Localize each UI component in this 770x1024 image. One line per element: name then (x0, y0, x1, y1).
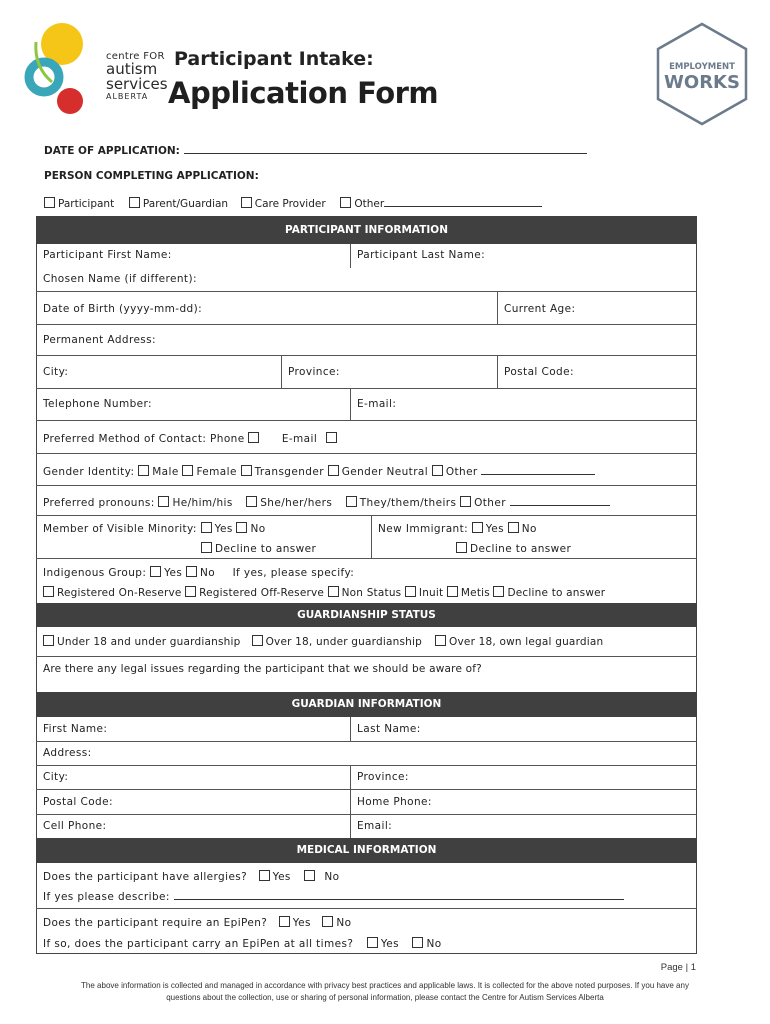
date-of-application-label: DATE OF APPLICATION: (44, 145, 180, 157)
divider (350, 765, 351, 838)
pronoun-other-checkbox[interactable] (460, 496, 471, 507)
indigenous-no-checkbox[interactable] (186, 566, 197, 577)
immigrant-decline-checkbox[interactable] (456, 542, 467, 553)
email-label: E-mail: (357, 398, 397, 410)
pronouns-row (43, 495, 610, 509)
indigenous-options-row (43, 586, 605, 599)
page-number: Page | 1 (660, 962, 696, 973)
rule (36, 515, 697, 516)
date-of-application-field[interactable] (184, 143, 587, 154)
pronoun-he-label: He/him/his (172, 497, 233, 509)
rule (36, 355, 697, 356)
indigenous-decline-checkbox[interactable] (493, 586, 504, 597)
contact-email-checkbox[interactable] (326, 432, 337, 443)
gender-other-field[interactable] (481, 464, 595, 475)
gender-neutral-label: Gender Neutral (341, 466, 429, 478)
rule (36, 388, 697, 389)
pronoun-she-label: She/her/hers (260, 497, 333, 509)
non-status-label: Non Status (341, 587, 402, 599)
on-reserve-label: Registered On-Reserve (57, 587, 182, 599)
allergies-describe-field[interactable] (174, 889, 624, 900)
postal-code-label: Postal Code: (504, 366, 574, 378)
epipen-yes-checkbox[interactable] (279, 916, 290, 927)
city-label: City: (43, 366, 69, 378)
contact-method-label: Preferred Method of Contact: (43, 433, 207, 445)
date-of-application-row (44, 143, 587, 157)
metis-label: Metis (460, 587, 490, 599)
guardianship-status-heading: GUARDIANSHIP STATUS (36, 603, 697, 627)
allergies-row (43, 870, 339, 883)
carry-no-checkbox[interactable] (412, 937, 423, 948)
epipen-yes-label: Yes (292, 917, 311, 929)
guardian-last-name-label: Last Name: (357, 723, 421, 735)
divider (350, 717, 351, 741)
off-reserve-checkbox[interactable] (185, 586, 196, 597)
contact-phone-checkbox[interactable] (248, 432, 259, 443)
minority-yes-label: Yes (214, 523, 233, 535)
under-18-guardianship-label: Under 18 and under guardianship (57, 636, 241, 648)
divider (350, 244, 351, 268)
gender-neutral-checkbox[interactable] (328, 465, 339, 476)
immigrant-decline-label: Decline to answer (470, 543, 572, 555)
minority-yes-checkbox[interactable] (201, 522, 212, 533)
over-18-own-label: Over 18, own legal guardian (449, 636, 604, 648)
immigrant-no-checkbox[interactable] (508, 522, 519, 533)
pronoun-other-field[interactable] (510, 495, 610, 506)
indigenous-yes-label: Yes (164, 567, 183, 579)
rule (36, 908, 697, 909)
logo-line-3: services (106, 75, 168, 93)
gender-other-label: Other (445, 466, 478, 478)
option-participant: Participant (58, 198, 115, 210)
rule (36, 420, 697, 421)
over-18-own-checkbox[interactable] (435, 635, 446, 646)
immigrant-decline-row (456, 542, 571, 555)
divider (281, 355, 282, 388)
contact-email-label: E-mail (281, 433, 318, 445)
person-completing-label: PERSON COMPLETING APPLICATION: (44, 170, 259, 182)
gender-female-checkbox[interactable] (182, 465, 193, 476)
epipen-carry-question: If so, does the participant carry an EpiPen at all times? (43, 938, 354, 950)
gender-other-checkbox[interactable] (432, 465, 443, 476)
logo-line-1: centre FOR (106, 51, 165, 62)
gender-transgender-checkbox[interactable] (241, 465, 252, 476)
rule (36, 741, 697, 742)
pronoun-other-label: Other (474, 497, 506, 509)
rule (36, 789, 697, 790)
minority-decline-checkbox[interactable] (201, 542, 212, 553)
inuit-label: Inuit (418, 587, 444, 599)
inuit-checkbox[interactable] (405, 586, 416, 597)
allergies-yes-label: Yes (272, 871, 291, 883)
person-completing-options (44, 196, 542, 210)
guardian-city-label: City: (43, 771, 69, 783)
privacy-notice (40, 980, 730, 1005)
care-provider-checkbox[interactable] (241, 197, 252, 208)
option-parent-guardian: Parent/Guardian (142, 198, 229, 210)
minority-no-checkbox[interactable] (236, 522, 247, 533)
divider (497, 291, 498, 324)
option-other: Other (354, 198, 385, 210)
divider (371, 515, 372, 558)
rule (36, 291, 697, 292)
guardian-province-label: Province: (357, 771, 409, 783)
carry-yes-checkbox[interactable] (367, 937, 378, 948)
pronoun-they-checkbox[interactable] (346, 496, 357, 507)
rule (36, 324, 697, 325)
current-age-label: Current Age: (504, 303, 576, 315)
allergies-no-checkbox[interactable] (304, 870, 315, 881)
immigrant-yes-checkbox[interactable] (472, 522, 483, 533)
guardian-first-name-label: First Name: (43, 723, 108, 735)
logo-right-line-1: EMPLOYMENT (669, 62, 735, 72)
over-18-guardianship-checkbox[interactable] (252, 635, 263, 646)
non-status-checkbox[interactable] (328, 586, 339, 597)
new-immigrant-row (378, 522, 537, 535)
metis-checkbox[interactable] (447, 586, 458, 597)
form-title: Application Form (168, 76, 439, 110)
minority-decline-label: Decline to answer (215, 543, 317, 555)
indigenous-specify-label: If yes, please specify: (232, 567, 355, 579)
indigenous-group-row (43, 566, 354, 579)
epipen-carry-row (43, 937, 442, 950)
epipen-no-label: No (336, 917, 352, 929)
allergies-no-label: No (324, 871, 340, 883)
gender-female-label: Female (196, 466, 237, 478)
gender-identity-label: Gender Identity: (43, 466, 135, 478)
chosen-name-label: Chosen Name (if different): (43, 273, 197, 285)
guardian-email-label: Email: (357, 820, 393, 832)
telephone-label: Telephone Number: (43, 398, 152, 410)
option-care-provider: Care Provider (254, 198, 326, 210)
minority-no-label: No (250, 523, 266, 535)
participant-information-heading: PARTICIPANT INFORMATION (36, 216, 697, 244)
other-field[interactable] (384, 196, 542, 207)
indigenous-no-label: No (199, 567, 216, 579)
visible-minority-row (43, 522, 266, 535)
guardian-home-phone-label: Home Phone: (357, 796, 432, 808)
epipen-row (43, 916, 352, 929)
indigenous-yes-checkbox[interactable] (150, 566, 161, 577)
epipen-question: Does the participant require an EpiPen? (43, 917, 268, 929)
guardian-postal-label: Postal Code: (43, 796, 113, 808)
rule (36, 814, 697, 815)
on-reserve-checkbox[interactable] (43, 586, 54, 597)
immigrant-yes-label: Yes (485, 523, 504, 535)
gender-male-checkbox[interactable] (138, 465, 149, 476)
allergies-question: Does the participant have allergies? (43, 871, 248, 883)
gender-identity-row (43, 464, 595, 478)
visible-minority-label: Member of Visible Minority: (43, 523, 197, 535)
pronouns-label: Preferred pronouns: (43, 497, 155, 509)
over-18-guardianship-label: Over 18, under guardianship (265, 636, 422, 648)
privacy-notice-line-2: questions about the collection, use or sharing of personal information, please contact the Centre for Autism Services Alberta (166, 993, 604, 1003)
rule (36, 765, 697, 766)
indigenous-decline-label: Decline to answer (507, 587, 606, 599)
participant-last-name-label: Participant Last Name: (357, 249, 486, 261)
centre-for-autism-logo (22, 22, 168, 122)
epipen-no-checkbox[interactable] (322, 916, 333, 927)
logo-line-2: autism (106, 60, 158, 78)
medical-information-heading: MEDICAL INFORMATION (36, 838, 697, 863)
immigrant-no-label: No (521, 523, 537, 535)
pronoun-he-checkbox[interactable] (158, 496, 169, 507)
rule (36, 453, 697, 454)
employment-works-logo (655, 22, 749, 126)
divider (497, 355, 498, 388)
privacy-notice-line-1: The above information is collected and managed in accordance with privacy best practices and applicable laws. It is collected for the above noted purposes. If you have any (81, 981, 689, 990)
province-label: Province: (288, 366, 340, 378)
gender-transgender-label: Transgender (254, 466, 324, 478)
divider (350, 388, 351, 420)
other-checkbox[interactable] (340, 197, 351, 208)
gender-male-label: Male (152, 466, 179, 478)
permanent-address-label: Permanent Address: (43, 334, 156, 346)
form-subtitle: Participant Intake: (174, 48, 374, 70)
logo-wordmark (106, 52, 168, 101)
participant-checkbox[interactable] (44, 197, 55, 208)
logo-line-4: ALBERTA (106, 92, 149, 101)
legal-issues-question: Are there any legal issues regarding the participant that we should be aware of? (43, 663, 482, 675)
hexagon-logo-icon (655, 22, 749, 126)
guardianship-options-row (43, 635, 603, 648)
rule (36, 656, 697, 657)
allergies-describe-label: If yes please describe: (43, 891, 170, 903)
pronoun-she-checkbox[interactable] (246, 496, 257, 507)
guardian-cell-phone-label: Cell Phone: (43, 820, 107, 832)
parent-guardian-checkbox[interactable] (129, 197, 140, 208)
rule (36, 485, 697, 486)
guardian-address-label: Address: (43, 747, 92, 759)
logo-right-line-2: WORKS (664, 72, 740, 93)
rule (36, 558, 697, 559)
minority-decline-row (201, 542, 316, 555)
dob-label: Date of Birth (yyyy-mm-dd): (43, 303, 203, 315)
indigenous-group-label: Indigenous Group: (43, 567, 147, 579)
allergies-describe-row (43, 889, 624, 903)
contact-method-row (43, 432, 340, 445)
participant-first-name-label: Participant First Name: (43, 249, 172, 261)
guardian-information-heading: GUARDIAN INFORMATION (36, 692, 697, 717)
pronoun-they-label: They/them/theirs (359, 497, 457, 509)
contact-phone-label: Phone (210, 433, 245, 445)
allergies-yes-checkbox[interactable] (259, 870, 270, 881)
under-18-guardianship-checkbox[interactable] (43, 635, 54, 646)
new-immigrant-label: New Immigrant: (378, 523, 469, 535)
off-reserve-label: Registered Off-Reserve (199, 587, 325, 599)
carry-no-label: No (426, 938, 442, 950)
carry-yes-label: Yes (380, 938, 399, 950)
